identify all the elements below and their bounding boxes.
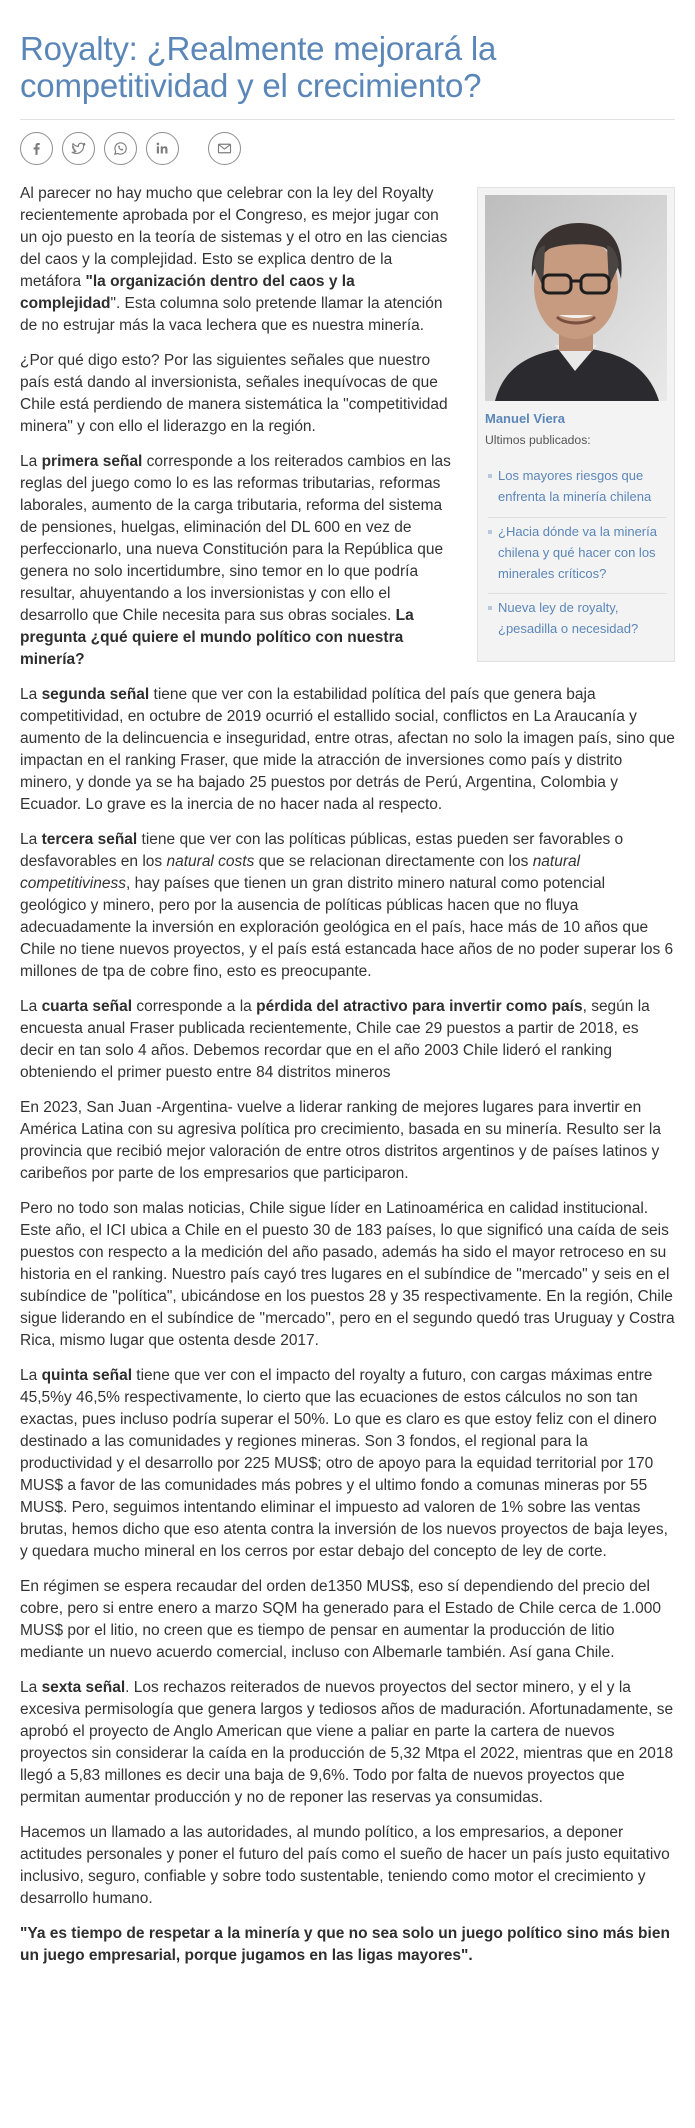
title-divider — [20, 119, 675, 120]
latest-item — [488, 593, 667, 640]
paragraph-why: ¿Por qué digo esto? Por las siguientes señales que nuestro país está dando al inversionista, señales inequívocas de que Chile está perdiendo de manera sistemática la "competitividad minera" y con ello el liderazgo en la región. — [20, 351, 448, 435]
italic-text: natural costs — [166, 852, 255, 870]
italic-text: natural competitiviness — [20, 852, 581, 892]
bold-text: cuarta señal — [41, 997, 133, 1015]
email-icon[interactable] — [208, 132, 241, 165]
author-name[interactable]: Manuel Viera — [485, 410, 565, 426]
latest-link[interactable]: Nueva ley de royalty, ¿pesadilla o necesidad? — [498, 600, 639, 637]
bold-text: "la organización dentro del caos y la complejidad — [20, 272, 355, 312]
paragraph-quinta-senal — [20, 1365, 675, 1563]
bold-text: tercera señal — [41, 830, 138, 848]
paragraph-san-juan: En 2023, San Juan -Argentina- vuelve a liderar ranking de mejores lugares para invertir en América Latina con su agresiva política pro crecimiento, basada en su minería. Resulto ser la provincia que recibió mejor valoración de entre otros distritos argentinos y de países latinos y caribeños por parte de los empresarios que participaron. — [20, 1098, 661, 1182]
text: corresponde a los reiterados cambios en las reglas del juego como lo es las reformas tributarias, reformas laborales, aumento de la carga tributaria, reforma del sistema de pensiones, huelgas, eliminación del DL 600 en vez de perfeccionarlo, una nueva Constitución para la República que genera no solo incertidumbre, sino temor en lo que podría resultar, ahuyentando a los inversionistas y con ello el desarrollo que Chile necesita para sus obras sociales. — [20, 452, 451, 624]
latest-item — [488, 517, 667, 584]
paragraph-cuarta-senal — [20, 996, 675, 1084]
text: La — [20, 1366, 42, 1384]
article-title: Royalty: ¿Realmente mejorará la competitividad y el crecimiento? — [20, 30, 497, 105]
author-photo — [485, 195, 667, 401]
text: ". Esta columna solo pretende llamar la atención de no estrujar más la vaca lechera que es nuestra minería. — [20, 294, 443, 334]
text: La — [20, 452, 42, 470]
latest-link[interactable]: ¿Hacia dónde va la minería chilena y qué hacer con los minerales críticos? — [498, 523, 657, 581]
whatsapp-icon[interactable] — [104, 132, 137, 165]
facebook-icon[interactable] — [20, 132, 53, 165]
text: tiene que ver con la estabilidad política del país que genera baja competitividad, en octubre de 2019 ocurrió el estallido social, conflictos en La Araucanía y aumento de la delincuencia e inseguridad, entre otras, afectan no solo la imagen país, sino que impactan en el ranking Fraser, que mide la atracción de inversiones como país y distrito minero, y donde ya se ha bajado 25 puestos por detrás de Perú, Argentina, Colombia y Ecuador. Lo grave es la inercia de no hacer nada al respecto. — [20, 685, 675, 813]
text: que se relacionan directamente con los — [254, 852, 533, 870]
bold-text: quinta señal — [41, 1366, 132, 1384]
paragraph-regimen: En régimen se espera recaudar del orden de1350 MUS$, eso sí dependiendo del precio del cobre, pero si entre enero a marzo SQM ha generado para el Estado de Chile cerca de 1.000 MUS$ por el litio, no creen que es tiempo de pensar en aumentar la producción de litio mediante un nuevo acuerdo comercial, incluso con Albemarle también. Así gana Chile. — [20, 1577, 662, 1661]
paragraph-llamado: Hacemos un llamado a las autoridades, al mundo político, a los empresarios, a deponer actitudes personales y poner el futuro del país como el sueño de hacer un país justo equitativo inclusivo, seguro, confiable y sobre todo sustentable, teniendo como motor el crecimiento y desarrollo humano. — [20, 1823, 670, 1907]
twitter-icon[interactable] — [62, 132, 95, 165]
text: corresponde a la — [132, 997, 257, 1015]
bold-text: sexta señal — [41, 1678, 126, 1696]
text: Al parecer no hay mucho que celebrar con la ley del Royalty recientemente aprobada por el Congreso, es mejor jugar con un ojo puesto en la teoría de sistemas y el otro en las ciencias del caos y la complejidad. Esto se explica dentro de la metáfora — [20, 184, 448, 290]
bullet-icon — [488, 530, 492, 534]
paragraph-segunda-senal — [20, 684, 675, 816]
text: La — [20, 830, 42, 848]
linkedin-icon[interactable] — [146, 132, 179, 165]
article-content — [20, 183, 675, 1967]
text: La — [20, 997, 42, 1015]
text: La — [20, 685, 42, 703]
text: , según la encuesta anual Fraser publicada recientemente, Chile cae 29 puestos a partir de 2018, es decir en tan solo 4 años. Debemos recordar que en el año 2003 Chile lideró el ranking obteniendo el primer puesto entre 84 distritos mineros — [20, 997, 650, 1081]
bullet-icon — [488, 606, 492, 610]
share-bar — [20, 132, 675, 165]
bullet-icon — [488, 474, 492, 478]
text: . Los rechazos reiterados de nuevos proyectos del sector minero, y el y la excesiva permisología que genera largos y tediosos años de maduración. Afortunadamente, se aprobó el proyecto de Anglo American que viene a paliar en parte la cartera de nuevos proyectos sin considerar la caída en la producción de 5,32 Mtpa el 2022, mientras que en 2018 llegó a 5,83 millones es decir una baja de 9,6%. Todo por falta de nuevos proyectos que permitan aumentar producción y no de reponer las reservas ya consumidas. — [20, 1678, 674, 1806]
text: , hay países que tienen un gran distrito minero natural como potencial geológico y minero, pero por la ausencia de políticas públicas hacen que no fluya adecuadamente la inversión en exploración geológica en el país, hace más de 10 años que Chile no tiene nuevos proyectos, y el país está estancada hace años de no poder superar los 6 millones de tpa de cobre fino, esto es preocupante. — [20, 874, 674, 980]
author-box — [477, 187, 675, 662]
bold-text: pérdida del atractivo para invertir como país — [256, 997, 583, 1015]
share-spacer — [188, 132, 199, 165]
text: tiene que ver con el impacto del royalty a futuro, con cargas máximas entre 45,5%y 46,5% respectivamente, lo cierto que las ecuaciones de estos cálculos no son tan exactas, pues incluso podría superar el 50%. Lo que es claro es que estoy feliz con el dinero destinado a las comunidades y regiones mineras. Son 3 fondos, el regional para la productividad y el desarrollo por 225 MUS$; otro de apoyo para la equidad territorial por 170 MUS$ a favor de las comunidades más pobres y el ultimo fondo a comunas mineras por 55 MUS$. Pero, seguimos intentando eliminar el impuesto ad valoren de 1% sobre las ventas brutas, hemos dicho que eso atenta contra la inversión de los nuevos proyectos de baja leyes, y quedara mucho mineral en los cerros por estar debajo del concepto de ley de corte. — [20, 1366, 668, 1560]
latest-item — [488, 466, 667, 508]
bold-text: segunda señal — [41, 685, 150, 703]
bold-text: La pregunta ¿qué quiere el mundo político con nuestra minería? — [20, 606, 414, 668]
text: tiene que ver con las políticas públicas, estas pueden ser favorables o desfavorables en los — [20, 830, 624, 870]
latest-list — [485, 466, 667, 640]
paragraph-calidad-institucional: Pero no todo son malas noticias, Chile sigue líder en Latinoamérica en calidad institucional. Este año, el ICI ubica a Chile en el puesto 30 de 183 países, lo que significó una caída de seis puestos con respecto a la medición del año pasado, además ha sido el mayor retroceso en su historia en el ranking. Nuestro país cayó tres lugares en el subíndice de "mercado" y seis en el subíndice de "política", ubicándose en los puestos 28 y 35 respectivamente. En la región, Chile sigue liderando en el subíndice de "mercado", pero en el segundo quedó tras Uruguay y Costra Rica, mismo lugar que ostenta desde 2017. — [20, 1199, 675, 1349]
latest-label: Ultimos publicados: — [485, 433, 591, 448]
paragraph-sexta-senal — [20, 1677, 675, 1809]
bold-text: primera señal — [41, 452, 143, 470]
text: La — [20, 1678, 42, 1696]
paragraph-tercera-senal — [20, 829, 675, 983]
latest-link[interactable]: Los mayores riesgos que enfrenta la minería chilena — [498, 468, 652, 505]
closing-quote: "Ya es tiempo de respetar a la minería y que no sea solo un juego político sino más bien un juego empresarial, porque jugamos en las ligas mayores". — [20, 1924, 670, 1964]
